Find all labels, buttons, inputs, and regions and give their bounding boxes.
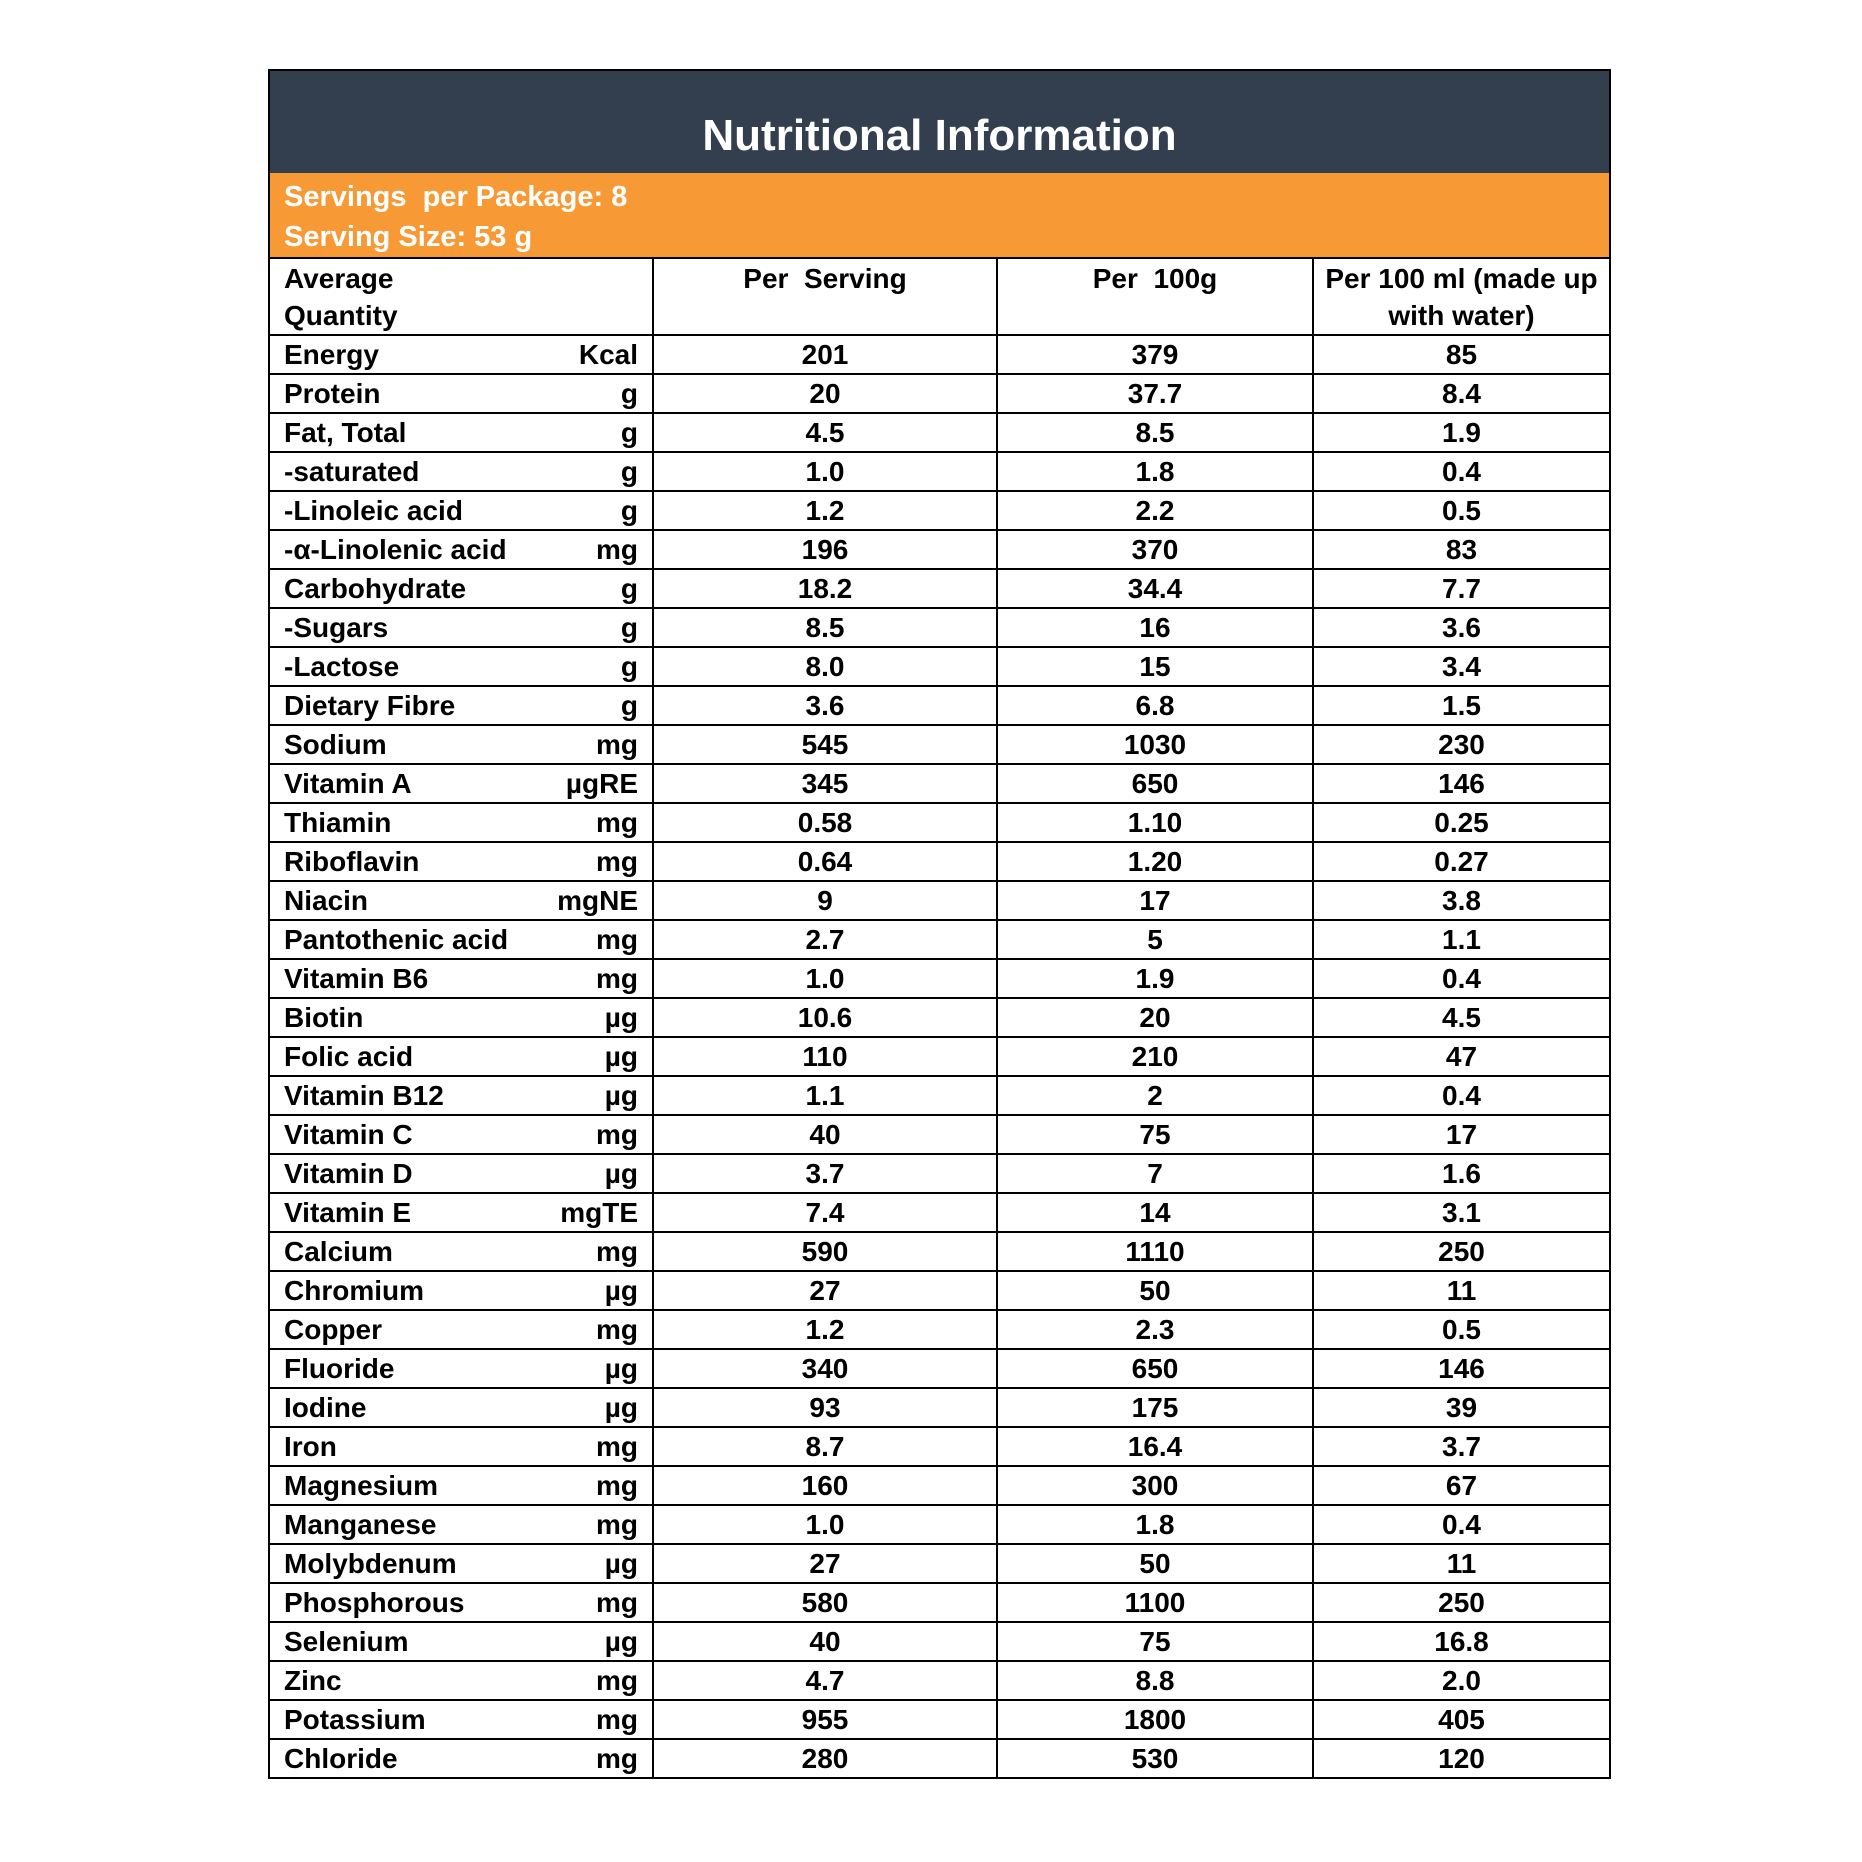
per-100g-value: 17 xyxy=(997,881,1313,920)
per-serving-value: 40 xyxy=(653,1115,997,1154)
per-100g-value: 50 xyxy=(997,1271,1313,1310)
per-100g-value: 1.8 xyxy=(997,452,1313,491)
nutrient-name: -Linoleic acid xyxy=(284,495,463,526)
per-100g-value: 34.4 xyxy=(997,569,1313,608)
nutrient-unit: g xyxy=(620,495,638,526)
per-100g-value: 175 xyxy=(997,1388,1313,1427)
table-row xyxy=(270,920,1609,959)
nutrient-unit: µg xyxy=(604,1626,638,1657)
nutrient-cell xyxy=(270,1661,653,1700)
per-serving-value: 0.64 xyxy=(653,842,997,881)
nutrient-cell xyxy=(270,1037,653,1076)
per-100g-value: 37.7 xyxy=(997,374,1313,413)
per-100ml-value: 39 xyxy=(1313,1388,1609,1427)
per-serving-value: 93 xyxy=(653,1388,997,1427)
per-serving-value: 545 xyxy=(653,725,997,764)
nutrient-unit: mg xyxy=(596,1665,638,1696)
per-100g-value: 1800 xyxy=(997,1700,1313,1739)
table-row xyxy=(270,530,1609,569)
nutrient-name: Molybdenum xyxy=(284,1548,457,1579)
per-serving-value: 1.2 xyxy=(653,1310,997,1349)
header-average-line2: Quantity xyxy=(284,300,398,331)
per-serving-value: 345 xyxy=(653,764,997,803)
per-100g-value: 2.2 xyxy=(997,491,1313,530)
per-100ml-value: 85 xyxy=(1313,335,1609,374)
serving-size: Serving Size: 53 g xyxy=(284,221,533,253)
nutrient-unit: µg xyxy=(604,1002,638,1033)
nutrient-name: Potassium xyxy=(284,1704,426,1735)
per-100ml-value: 0.27 xyxy=(1313,842,1609,881)
nutrient-name: Vitamin B6 xyxy=(284,963,429,994)
per-100g-value: 6.8 xyxy=(997,686,1313,725)
nutrient-cell xyxy=(270,1505,653,1544)
table-row xyxy=(270,998,1609,1037)
nutrient-cell xyxy=(270,1544,653,1583)
nutrient-name: Vitamin B12 xyxy=(284,1080,444,1111)
nutrient-unit: mg xyxy=(596,534,638,565)
per-serving-value: 1.2 xyxy=(653,491,997,530)
nutrient-cell xyxy=(270,452,653,491)
per-100g-value: 1030 xyxy=(997,725,1313,764)
nutrient-cell xyxy=(270,647,653,686)
nutrient-unit: mg xyxy=(596,963,638,994)
nutrient-cell xyxy=(270,920,653,959)
per-serving-value: 40 xyxy=(653,1622,997,1661)
per-100g-value: 530 xyxy=(997,1739,1313,1777)
nutrient-unit: g xyxy=(620,456,638,487)
nutrient-unit: mg xyxy=(596,1587,638,1618)
per-100g-value: 1110 xyxy=(997,1232,1313,1271)
servings-per-package: Servings per Package: 8 xyxy=(284,181,628,213)
nutrient-cell xyxy=(270,1388,653,1427)
per-serving-value: 2.7 xyxy=(653,920,997,959)
per-serving-value: 8.5 xyxy=(653,608,997,647)
per-serving-value: 201 xyxy=(653,335,997,374)
nutrition-panel xyxy=(268,69,1611,1779)
nutrition-table xyxy=(270,259,1609,1777)
nutrient-cell xyxy=(270,1466,653,1505)
nutrient-unit: g xyxy=(620,573,638,604)
nutrient-cell xyxy=(270,1622,653,1661)
nutrient-cell xyxy=(270,491,653,530)
per-100g-value: 650 xyxy=(997,1349,1313,1388)
nutrient-unit: mg xyxy=(596,1119,638,1150)
nutrient-name: Carbohydrate xyxy=(284,573,467,604)
table-row xyxy=(270,374,1609,413)
nutrient-unit: mg xyxy=(596,729,638,760)
per-serving-value: 160 xyxy=(653,1466,997,1505)
per-100g-value: 210 xyxy=(997,1037,1313,1076)
table-row xyxy=(270,1427,1609,1466)
per-100g-value: 20 xyxy=(997,998,1313,1037)
per-serving-value: 8.7 xyxy=(653,1427,997,1466)
nutrient-name: Fat, Total xyxy=(284,417,407,448)
per-100g-value: 50 xyxy=(997,1544,1313,1583)
nutrient-cell xyxy=(270,1310,653,1349)
nutrient-unit: g xyxy=(620,612,638,643)
per-100ml-value: 0.5 xyxy=(1313,1310,1609,1349)
per-serving-value: 3.6 xyxy=(653,686,997,725)
table-row xyxy=(270,608,1609,647)
per-100ml-value: 146 xyxy=(1313,764,1609,803)
per-100ml-value: 1.5 xyxy=(1313,686,1609,725)
nutrient-name: Protein xyxy=(284,378,381,409)
nutrient-name: Zinc xyxy=(284,1665,342,1696)
per-100g-value: 75 xyxy=(997,1115,1313,1154)
nutrient-name: -saturated xyxy=(284,456,420,487)
per-serving-value: 580 xyxy=(653,1583,997,1622)
per-100ml-value: 2.0 xyxy=(1313,1661,1609,1700)
per-serving-value: 280 xyxy=(653,1739,997,1777)
header-per-serving xyxy=(653,259,997,335)
per-100ml-value: 7.7 xyxy=(1313,569,1609,608)
per-serving-value: 1.1 xyxy=(653,1076,997,1115)
per-100ml-value: 16.8 xyxy=(1313,1622,1609,1661)
nutrient-cell xyxy=(270,998,653,1037)
per-100ml-value: 230 xyxy=(1313,725,1609,764)
per-serving-value: 110 xyxy=(653,1037,997,1076)
table-row xyxy=(270,1232,1609,1271)
per-100ml-value: 0.25 xyxy=(1313,803,1609,842)
per-serving-value: 4.7 xyxy=(653,1661,997,1700)
per-100g-value: 14 xyxy=(997,1193,1313,1232)
table-row xyxy=(270,647,1609,686)
table-row xyxy=(270,842,1609,881)
nutrient-name: Dietary Fibre xyxy=(284,690,456,721)
nutrient-unit: g xyxy=(620,378,638,409)
per-serving-value: 20 xyxy=(653,374,997,413)
table-header-row xyxy=(270,259,1609,335)
nutrient-name: Chromium xyxy=(284,1275,424,1306)
table-row xyxy=(270,1739,1609,1777)
per-serving-value: 340 xyxy=(653,1349,997,1388)
per-100g-value: 7 xyxy=(997,1154,1313,1193)
nutrient-cell xyxy=(270,764,653,803)
table-row xyxy=(270,1583,1609,1622)
per-serving-value: 9 xyxy=(653,881,997,920)
per-100g-value: 15 xyxy=(997,647,1313,686)
nutrient-name: Pantothenic acid xyxy=(284,924,509,955)
per-serving-value: 3.7 xyxy=(653,1154,997,1193)
nutrient-unit: µg xyxy=(604,1275,638,1306)
nutrient-cell xyxy=(270,1193,653,1232)
nutrient-name: Fluoride xyxy=(284,1353,395,1384)
per-100g-value: 1.20 xyxy=(997,842,1313,881)
per-100ml-value: 0.4 xyxy=(1313,452,1609,491)
nutrient-cell xyxy=(270,1349,653,1388)
per-serving-value: 27 xyxy=(653,1271,997,1310)
table-row xyxy=(270,1661,1609,1700)
per-100ml-value: 1.9 xyxy=(1313,413,1609,452)
per-100ml-value: 3.1 xyxy=(1313,1193,1609,1232)
nutrient-unit: Kcal xyxy=(578,339,638,370)
nutrient-cell xyxy=(270,725,653,764)
table-row xyxy=(270,335,1609,374)
nutrient-unit: mg xyxy=(596,1470,638,1501)
nutrient-name: Chloride xyxy=(284,1743,398,1774)
nutrient-cell xyxy=(270,1154,653,1193)
table-row xyxy=(270,1622,1609,1661)
header-per-100ml xyxy=(1313,259,1609,335)
per-100g-value: 2.3 xyxy=(997,1310,1313,1349)
nutrient-cell xyxy=(270,1427,653,1466)
per-100g-value: 8.8 xyxy=(997,1661,1313,1700)
table-row xyxy=(270,1349,1609,1388)
nutrient-unit: µg xyxy=(604,1080,638,1111)
per-100ml-value: 83 xyxy=(1313,530,1609,569)
per-serving-value: 0.58 xyxy=(653,803,997,842)
per-100ml-value: 3.8 xyxy=(1313,881,1609,920)
nutrient-name: Thiamin xyxy=(284,807,392,838)
nutrient-cell xyxy=(270,530,653,569)
per-serving-value: 1.0 xyxy=(653,452,997,491)
header-per-serving-label: Per Serving xyxy=(743,263,907,294)
table-row xyxy=(270,569,1609,608)
nutrient-cell xyxy=(270,569,653,608)
nutrient-cell xyxy=(270,413,653,452)
nutrient-unit: mgNE xyxy=(557,885,638,916)
nutrient-cell xyxy=(270,335,653,374)
nutrient-unit: mg xyxy=(596,1314,638,1345)
per-100g-value: 1.8 xyxy=(997,1505,1313,1544)
nutrient-unit: µgRE xyxy=(565,768,638,799)
nutrient-unit: µg xyxy=(604,1041,638,1072)
per-100ml-value: 17 xyxy=(1313,1115,1609,1154)
table-row xyxy=(270,1076,1609,1115)
nutrient-name: Folic acid xyxy=(284,1041,414,1072)
nutrient-unit: µg xyxy=(604,1158,638,1189)
nutrient-unit: g xyxy=(620,651,638,682)
table-row xyxy=(270,686,1609,725)
table-row xyxy=(270,1505,1609,1544)
nutrient-name: Energy xyxy=(284,339,379,370)
per-100ml-value: 11 xyxy=(1313,1271,1609,1310)
per-serving-value: 4.5 xyxy=(653,413,997,452)
nutrient-cell xyxy=(270,959,653,998)
per-serving-value: 7.4 xyxy=(653,1193,997,1232)
per-100ml-value: 0.5 xyxy=(1313,491,1609,530)
header-average-quantity xyxy=(270,259,653,335)
nutrient-cell xyxy=(270,1115,653,1154)
table-row xyxy=(270,725,1609,764)
nutrient-name: Riboflavin xyxy=(284,846,420,877)
per-100ml-value: 405 xyxy=(1313,1700,1609,1739)
per-serving-value: 1.0 xyxy=(653,1505,997,1544)
per-100ml-value: 47 xyxy=(1313,1037,1609,1076)
nutrient-name: Manganese xyxy=(284,1509,437,1540)
per-100g-value: 16 xyxy=(997,608,1313,647)
table-row xyxy=(270,452,1609,491)
nutrient-cell xyxy=(270,1271,653,1310)
per-serving-value: 8.0 xyxy=(653,647,997,686)
nutrient-unit: g xyxy=(620,690,638,721)
nutrient-name: -Lactose xyxy=(284,651,400,682)
nutrient-unit: g xyxy=(620,417,638,448)
table-row xyxy=(270,881,1609,920)
per-100ml-value: 146 xyxy=(1313,1349,1609,1388)
per-100g-value: 2 xyxy=(997,1076,1313,1115)
nutrient-unit: mg xyxy=(596,1509,638,1540)
table-row xyxy=(270,1310,1609,1349)
nutrient-unit: mg xyxy=(596,807,638,838)
per-100ml-value: 120 xyxy=(1313,1739,1609,1777)
per-100ml-value: 250 xyxy=(1313,1232,1609,1271)
per-100ml-value: 4.5 xyxy=(1313,998,1609,1037)
per-serving-value: 10.6 xyxy=(653,998,997,1037)
table-row xyxy=(270,803,1609,842)
nutrient-name: Selenium xyxy=(284,1626,409,1657)
nutrient-name: Copper xyxy=(284,1314,382,1345)
nutrient-unit: mg xyxy=(596,1431,638,1462)
table-row xyxy=(270,1700,1609,1739)
per-100ml-value: 3.4 xyxy=(1313,647,1609,686)
per-serving-value: 27 xyxy=(653,1544,997,1583)
table-row xyxy=(270,1193,1609,1232)
table-row xyxy=(270,413,1609,452)
nutrient-name: Calcium xyxy=(284,1236,393,1267)
nutrient-cell xyxy=(270,1076,653,1115)
per-100ml-value: 1.1 xyxy=(1313,920,1609,959)
nutrient-name: Vitamin E xyxy=(284,1197,412,1228)
table-row xyxy=(270,1544,1609,1583)
nutrient-cell xyxy=(270,1583,653,1622)
per-100ml-value: 3.7 xyxy=(1313,1427,1609,1466)
per-100g-value: 1.10 xyxy=(997,803,1313,842)
table-row xyxy=(270,1271,1609,1310)
nutrient-name: -Sugars xyxy=(284,612,389,643)
header-per-100g-label: Per 100g xyxy=(1092,263,1218,294)
per-serving-value: 955 xyxy=(653,1700,997,1739)
table-row xyxy=(270,959,1609,998)
per-100ml-value: 3.6 xyxy=(1313,608,1609,647)
table-row xyxy=(270,1154,1609,1193)
nutrient-name: Phosphorous xyxy=(284,1587,465,1618)
nutrient-name: Vitamin D xyxy=(284,1158,413,1189)
per-100g-value: 1100 xyxy=(997,1583,1313,1622)
per-serving-value: 590 xyxy=(653,1232,997,1271)
nutrient-name: Sodium xyxy=(284,729,387,760)
nutrient-name: Vitamin C xyxy=(284,1119,413,1150)
panel-title: Nutritional Information xyxy=(270,71,1609,173)
per-100g-value: 16.4 xyxy=(997,1427,1313,1466)
nutrient-cell xyxy=(270,1232,653,1271)
per-100ml-value: 8.4 xyxy=(1313,374,1609,413)
nutrient-cell xyxy=(270,842,653,881)
per-100g-value: 8.5 xyxy=(997,413,1313,452)
nutrient-name: -α-Linolenic acid xyxy=(284,534,507,565)
table-row xyxy=(270,1037,1609,1076)
table-row xyxy=(270,1388,1609,1427)
nutrient-cell xyxy=(270,1700,653,1739)
per-100ml-value: 1.6 xyxy=(1313,1154,1609,1193)
per-100g-value: 370 xyxy=(997,530,1313,569)
nutrient-unit: mg xyxy=(596,1236,638,1267)
per-100g-value: 75 xyxy=(997,1622,1313,1661)
per-100ml-value: 250 xyxy=(1313,1583,1609,1622)
per-100ml-value: 0.4 xyxy=(1313,1505,1609,1544)
nutrient-name: Iron xyxy=(284,1431,337,1462)
nutrient-unit: mg xyxy=(596,846,638,877)
per-100ml-value: 67 xyxy=(1313,1466,1609,1505)
table-row xyxy=(270,1466,1609,1505)
nutrient-unit: mg xyxy=(596,924,638,955)
nutrient-cell xyxy=(270,608,653,647)
per-serving-value: 18.2 xyxy=(653,569,997,608)
per-serving-value: 196 xyxy=(653,530,997,569)
nutrient-name: Vitamin A xyxy=(284,768,412,799)
per-100ml-value: 11 xyxy=(1313,1544,1609,1583)
nutrient-unit: µg xyxy=(604,1353,638,1384)
nutrient-cell xyxy=(270,686,653,725)
nutrient-cell xyxy=(270,374,653,413)
nutrient-cell xyxy=(270,881,653,920)
nutrient-name: Magnesium xyxy=(284,1470,439,1501)
nutrient-unit: mg xyxy=(596,1704,638,1735)
nutrient-cell xyxy=(270,803,653,842)
header-per-100ml-line1: Per 100 ml (made up xyxy=(1325,263,1598,294)
per-100g-value: 5 xyxy=(997,920,1313,959)
header-average-line1: Average xyxy=(284,263,394,294)
per-100g-value: 650 xyxy=(997,764,1313,803)
per-100g-value: 300 xyxy=(997,1466,1313,1505)
nutrient-unit: mgTE xyxy=(560,1197,638,1228)
nutrient-name: Biotin xyxy=(284,1002,364,1033)
nutrient-unit: µg xyxy=(604,1548,638,1579)
nutrient-name: Iodine xyxy=(284,1392,367,1423)
per-100ml-value: 0.4 xyxy=(1313,959,1609,998)
per-100g-value: 379 xyxy=(997,335,1313,374)
nutrient-name: Niacin xyxy=(284,885,369,916)
nutrient-unit: µg xyxy=(604,1392,638,1423)
nutrient-unit: mg xyxy=(596,1743,638,1774)
per-serving-value: 1.0 xyxy=(653,959,997,998)
header-per-100g xyxy=(997,259,1313,335)
table-row xyxy=(270,491,1609,530)
table-row xyxy=(270,764,1609,803)
table-row xyxy=(270,1115,1609,1154)
nutrient-cell xyxy=(270,1739,653,1777)
per-100g-value: 1.9 xyxy=(997,959,1313,998)
header-per-100ml-line2: with water) xyxy=(1388,300,1535,331)
per-100ml-value: 0.4 xyxy=(1313,1076,1609,1115)
